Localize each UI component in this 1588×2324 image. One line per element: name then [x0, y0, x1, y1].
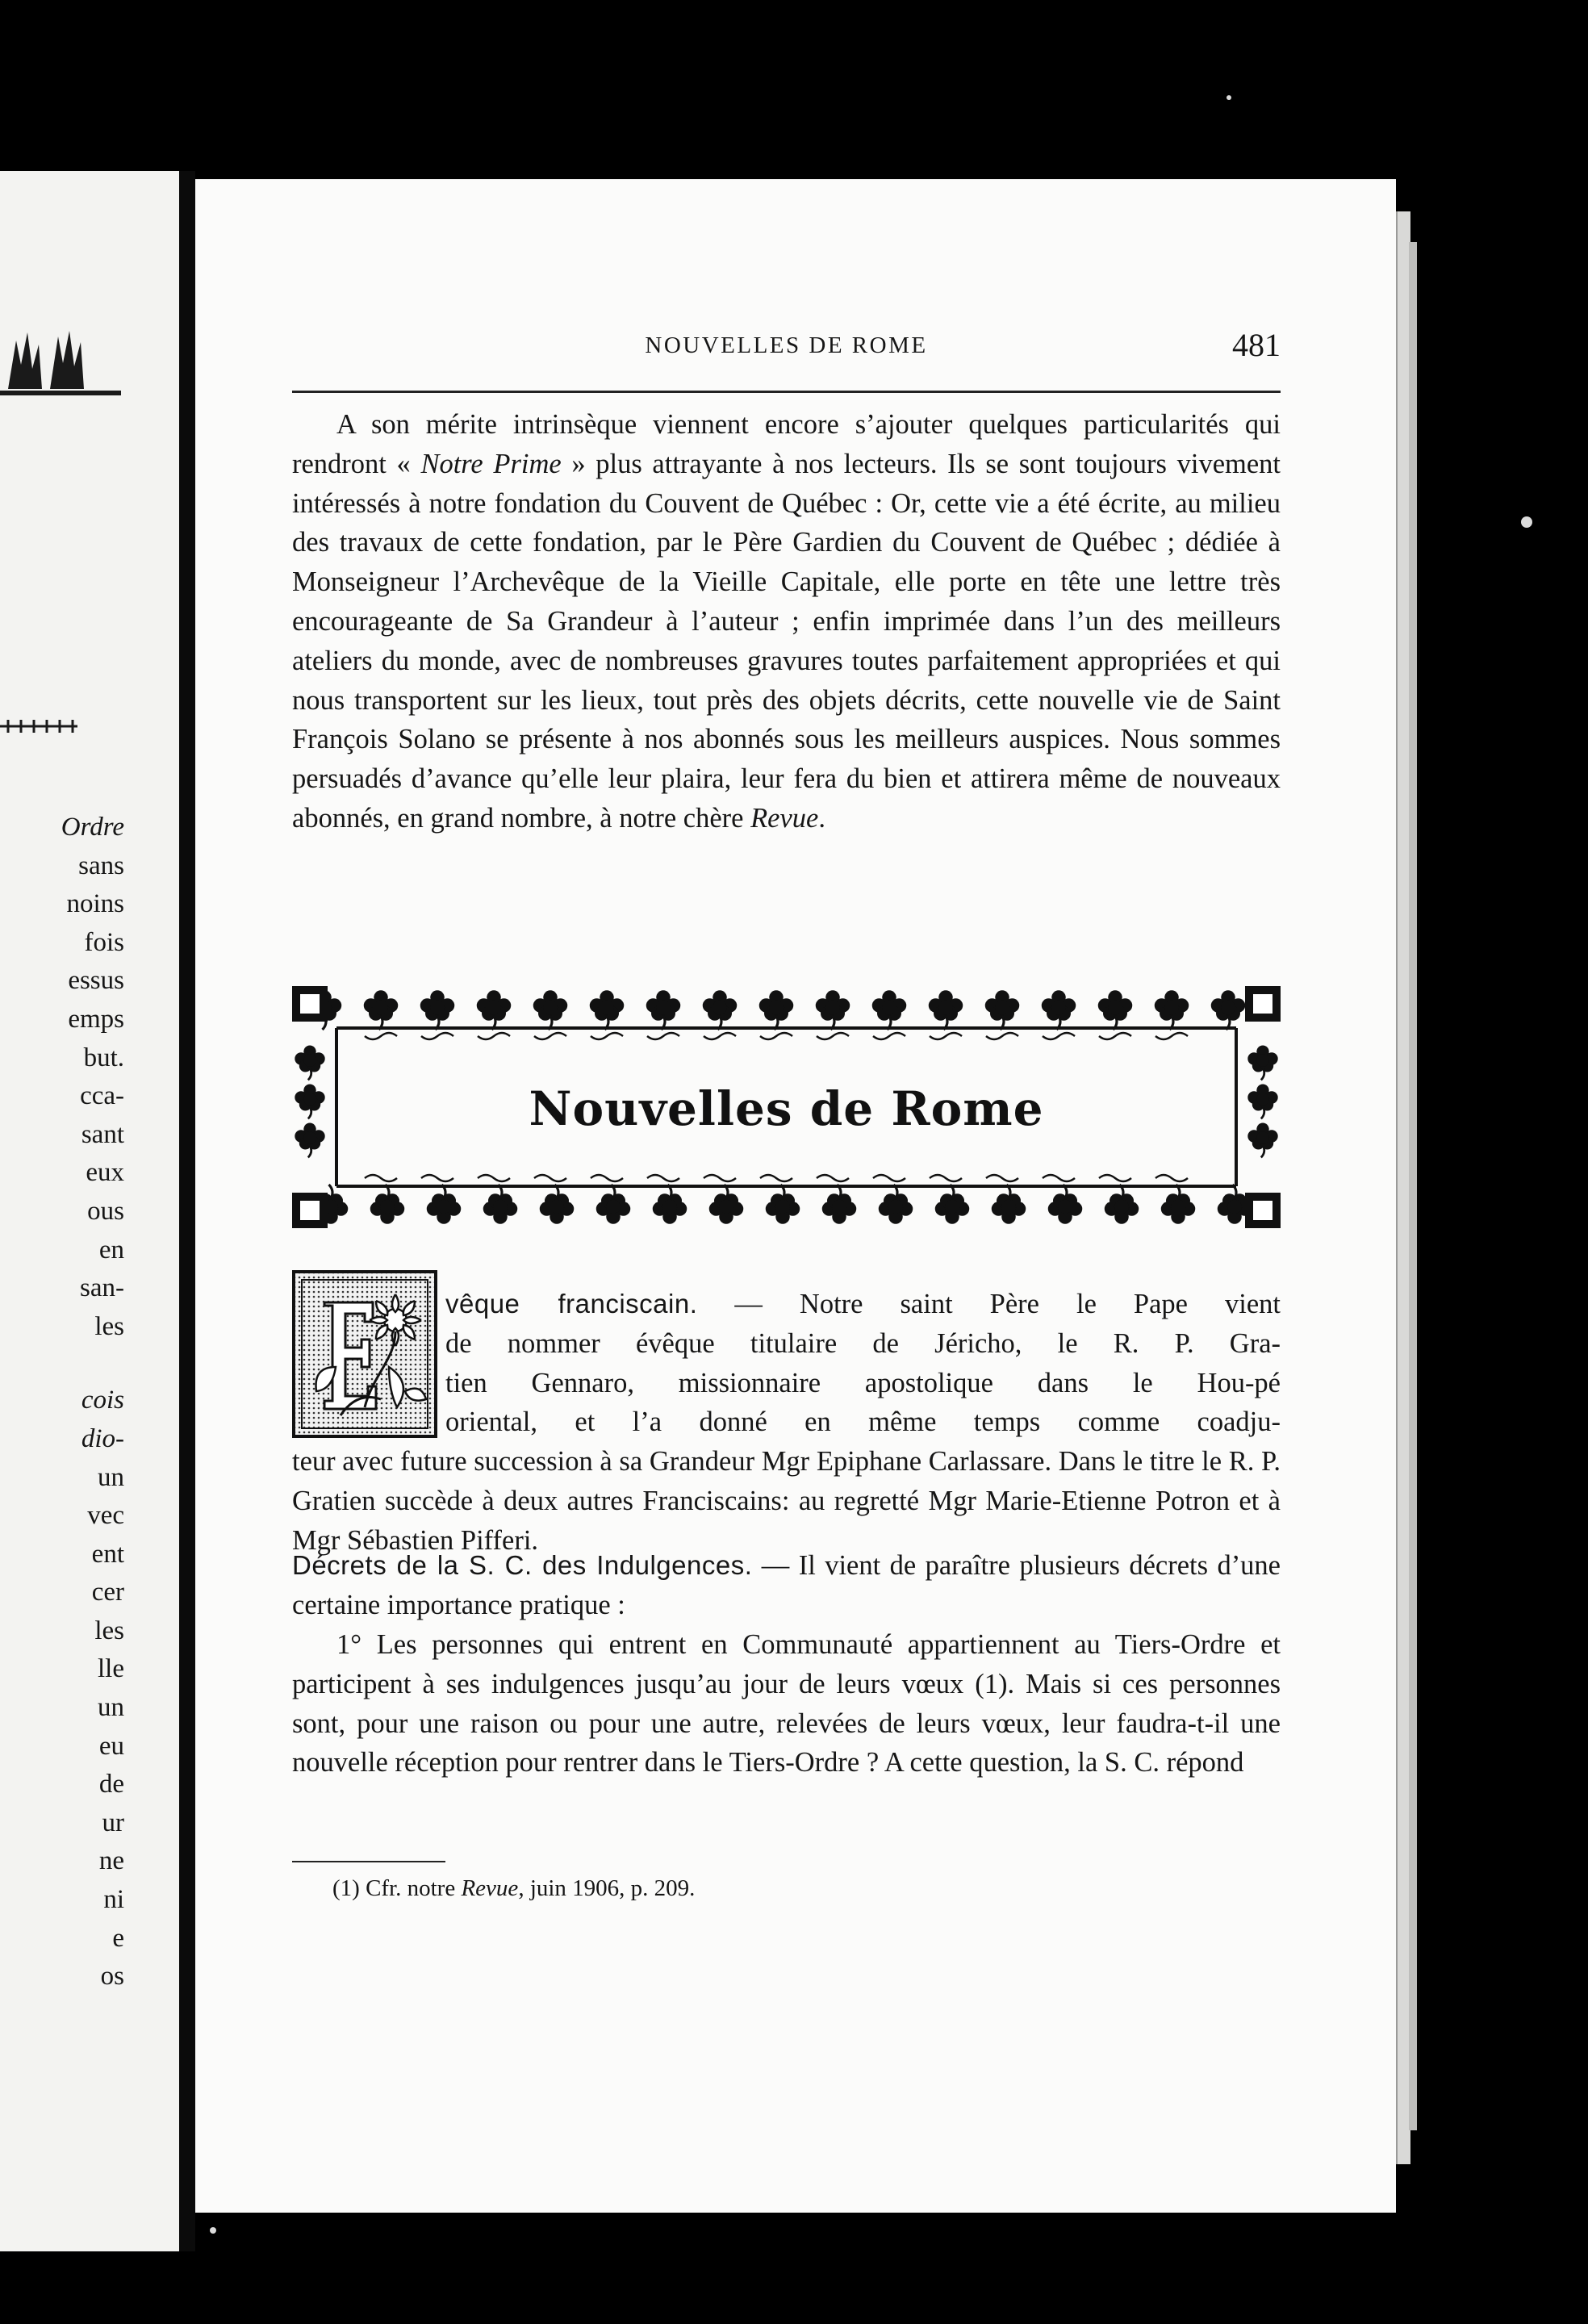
text-fragment: e: [112, 1923, 124, 1953]
text-fragment: ne: [98, 1846, 124, 1876]
text-fragment: ent: [91, 1539, 124, 1569]
text-fragment: Ordre: [61, 813, 124, 842]
section-banner: [292, 986, 1281, 1228]
footnote-text: , juin 1906, p. 209.: [518, 1875, 696, 1901]
text-line: de nommer évêque titulaire de Jéricho, le R. P. Gra-: [445, 1327, 1281, 1359]
prime-title: Notre Prime: [420, 448, 562, 479]
page-number: 481: [1232, 327, 1281, 363]
text-fragment: dio-: [81, 1423, 124, 1453]
decrets-heading: Décrets de la S. C. des Indulgences.: [292, 1550, 753, 1580]
text-fragment: les: [94, 1311, 124, 1341]
text-fragment: san-: [80, 1273, 124, 1303]
text-fragment: noins: [66, 889, 124, 919]
book-page: [195, 179, 1396, 2213]
intro-text: .: [818, 802, 825, 834]
page-edge: [1409, 242, 1417, 2130]
item-1-paragraph: 1° Les personnes qui entrent en Communauté appartiennent au Tiers-Ordre et participent à ses indulgences jusqu’au jour de leurs vœux (1). Mais si ces personnes sont, pour une raison ou pour une autre, relevées de leurs vœux, leur faudra-t-il une nouvelle réception pour rentrer dans le Tiers-Ordre ? A cette question, la S. C. répond: [292, 1629, 1281, 1779]
section-title: Nouvelles de Rome: [529, 1081, 1044, 1136]
decorative-rule-icon: [0, 717, 77, 736]
book-gutter: [179, 171, 195, 2251]
text-line: [292, 1285, 1281, 1324]
text-fragment: sans: [78, 851, 124, 880]
dust-speck: [1521, 516, 1532, 528]
decrets-paragraph: [292, 1546, 1281, 1625]
intro-text: » plus attrayante à nos lecteurs. Ils se sont toujours vivement intéressés à notre fondation du Couvent de Québec : Or, cette vie a été écrite, au milieu des travaux de cette fondation, par le Père Gardien du Couvent de Québec ; dédiée à Monseigneur l’Archevêque de la Vieille Capitale, elle porte en tête une lettre très encourageante de Sa Grandeur à l’auteur ; enfin imprimée dans l’un des meilleurs ateliers du monde, avec de nombreuses gravures toutes parfaitement appropriées et qui nous transportent sur les lieux, tout près des objets décrits, cette nouvelle vie de Saint François Solano se présente à nos abonnés sous les meilleurs auspices. Nous sommes persuadés d’avance qu’elle leur plaira, leur fera du bien et attirera même de nouveaux abonnés, en grand nombre, à notre chère: [292, 448, 1281, 834]
footnote-text: (1) Cfr. notre: [332, 1875, 462, 1901]
text-fragment: de: [98, 1770, 124, 1799]
intro-paragraph: [292, 405, 1281, 838]
footnote-rule: [292, 1861, 445, 1862]
text-fragment: fois: [84, 927, 124, 957]
text-fragment: but.: [83, 1043, 124, 1072]
dust-speck: [1227, 95, 1231, 100]
line-text: — Notre saint Père le Pape vient: [697, 1289, 1281, 1319]
footnote: [292, 1875, 695, 1902]
fleuron-ornament-icon: [0, 324, 121, 397]
text-fragment: lle: [98, 1654, 124, 1684]
text-line: oriental, et l’a donné en même temps comme coadju-: [445, 1407, 1281, 1438]
text-fragment: un: [98, 1693, 124, 1723]
cropped-text-column: [0, 809, 129, 1996]
dust-speck: [210, 2227, 216, 2234]
text-fragment: vec: [87, 1501, 124, 1531]
revue-title: Revue: [750, 802, 819, 834]
decrets-text: — Il vient de paraître plusieurs décrets d’une certaine importance pratique :: [292, 1550, 1281, 1620]
running-title: NOUVELLES DE ROME: [645, 332, 928, 358]
text-fragment: cer: [91, 1578, 124, 1607]
text-fragment: eu: [98, 1731, 124, 1761]
header-rule: [292, 391, 1281, 393]
text-fragment: cois: [81, 1386, 124, 1415]
eveque-paragraph: [292, 1285, 1281, 1561]
text-fragment: os: [100, 1962, 124, 1992]
text-fragment: sant: [81, 1119, 124, 1149]
eveque-rest: teur avec future succession à sa Grandeur Mgr Epiphane Carlassare. Dans le titre le R. P. Gratien succède à deux autres Franciscains: au regretté Mgr Marie-Etienne Potron et à Mgr Sébastien Pifferi.: [292, 1446, 1281, 1556]
text-fragment: eux: [86, 1158, 124, 1188]
text-fragment: ous: [87, 1196, 124, 1226]
text-fragment: en: [98, 1235, 124, 1264]
text-fragment: ur: [102, 1808, 124, 1837]
running-header: [292, 324, 1281, 373]
text-line: tien Gennaro, missionnaire apostolique dans le Hou-pé: [445, 1367, 1281, 1398]
text-fragment: essus: [68, 966, 124, 996]
text-fragment: emps: [68, 1004, 124, 1034]
text-fragment: les: [94, 1616, 124, 1645]
footnote-revue: Revue: [461, 1875, 519, 1901]
text-fragment: cca-: [80, 1081, 124, 1111]
intro-text: A son mérite intrinsèque viennent encore s’ajouter quelques particularités qui rendront «: [292, 409, 1281, 479]
eveque-heading: vêque franciscain.: [445, 1289, 698, 1319]
previous-page: [0, 171, 179, 2251]
text-fragment: ni: [103, 1885, 124, 1915]
text-fragment: un: [98, 1462, 124, 1492]
